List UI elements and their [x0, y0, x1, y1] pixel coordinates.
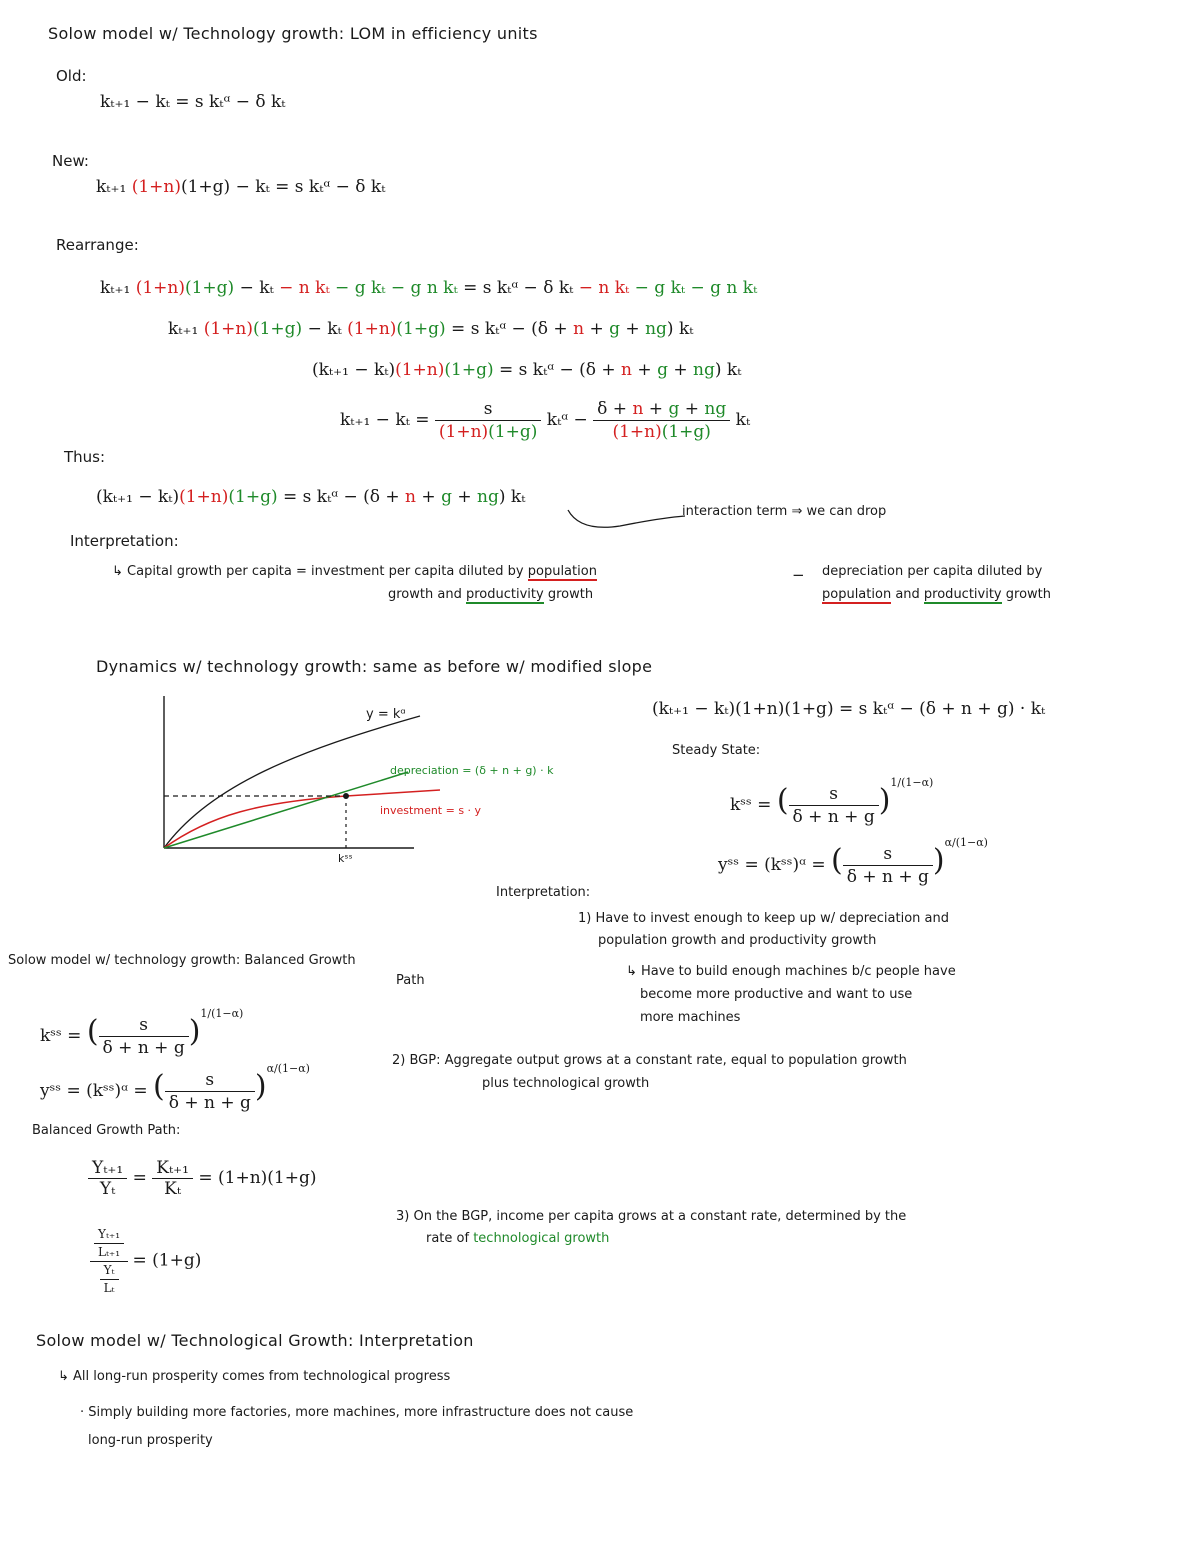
steady-state-label: Steady State:: [672, 743, 761, 758]
interpretation-line-2: growth and productivity growth: [388, 587, 594, 602]
investment-curve-label: investment = s · y: [380, 804, 482, 817]
fraction-depreciation-over-growth: $\frac{\delta + n + g + ng}{(1+n)(1+g)}$: [593, 398, 730, 443]
interp2-point-1: 1) Have to invest enough to keep up w/ depreciation and: [578, 911, 949, 926]
new-label: New:: [52, 152, 89, 170]
section1-title: Solow model w/ Technology growth: LOM in efficiency units: [48, 24, 538, 43]
section4-title: Solow model w/ Technological Growth: Interpretation: [36, 1331, 474, 1350]
kss-formula: kˢˢ = ( $\frac{s}{\delta + n + g}$ )$^{1/(1-\alpha)}$: [730, 776, 934, 827]
depreciation-line-label: depreciation = (δ + n + g) · k: [390, 764, 554, 777]
new-equation: kₜ₊₁ (1+n)(1+g) − kₜ = s kₜᵅ − δ kₜ: [96, 177, 386, 197]
fraction-s-over-growth: $\frac{s}{(1+n)(1+g)}$: [435, 398, 542, 443]
interp2-point-2: 2) BGP: Aggregate output grows at a constant rate, equal to population growth: [392, 1053, 907, 1068]
section2-title: Dynamics w/ technology growth: same as before w/ modified slope: [96, 657, 653, 676]
interp2-point-1c: ↳ Have to build enough machines b/c people have: [626, 964, 956, 979]
interpretation-line-3: depreciation per capita diluted by: [822, 564, 1043, 579]
interpretation-label: Interpretation:: [70, 532, 179, 550]
output-curve: [164, 716, 420, 848]
interp2-point-1b: population growth and productivity growth: [598, 933, 877, 948]
thus-equation: (kₜ₊₁ − kₜ)(1+n)(1+g) = s kₜᵅ − (δ + n + g + ng) kₜ: [96, 487, 526, 507]
thus-label: Thus:: [64, 448, 106, 466]
rearrange-row-4: kₜ₊₁ − kₜ = $\frac{s}{(1+n)(1+g)}$ kₜᵅ − $\frac{\delta + n + g + ng}{(1+n)(1+g)}$ kₜ: [340, 399, 751, 442]
interaction-note: interaction term ⇒ we can drop: [682, 504, 887, 519]
yss-formula: yˢˢ = (kˢˢ)ᵅ = ( $\frac{s}{\delta + n + g}$ )$^{\alpha/(1-\alpha)}$: [718, 836, 988, 887]
bgp-yss-formula: yˢˢ = (kˢˢ)ᵅ = ( $\frac{s}{\delta + n + g}$ )$^{\alpha/(1-\alpha)}$: [40, 1062, 310, 1113]
rearrange-row-3: (kₜ₊₁ − kₜ)(1+n)(1+g) = s kₜᵅ − (δ + n + g + ng) kₜ: [312, 360, 742, 380]
kss-tick-label: kˢˢ: [338, 852, 353, 865]
output-curve-label: y = kᵅ: [366, 707, 406, 722]
bgp-equation-1: $\frac{\text{Yₜ₊₁}}{\text{Yₜ}}$ = $\frac{\text{Kₜ₊₁}}{\text{Kₜ}}$ = (1+n)(1+g): [88, 1158, 317, 1199]
investment-curve: [164, 790, 440, 848]
rearrange-row-2: kₜ₊₁ (1+n)(1+g) − kₜ (1+n)(1+g) = s kₜᵅ − (δ + n + g + ng) kₜ: [168, 319, 694, 339]
bgp-equation-2: $\frac{\frac{\text{Yₜ₊₁}}{\text{Lₜ₊₁}}}{\frac{\text{Yₜ}}{\text{Lₜ}}}$ = (1+g): [90, 1226, 201, 1297]
bgp-label: Balanced Growth Path:: [32, 1123, 181, 1138]
dynamics-equation: (kₜ₊₁ − kₜ)(1+n)(1+g) = s kₜᵅ − (δ + n + g) · kₜ: [652, 699, 1046, 719]
steady-state-point: [343, 793, 349, 799]
solow-diagram: [150, 690, 620, 870]
interpretation2-label: Interpretation:: [496, 885, 591, 900]
interpretation-line-1: ↳ Capital growth per capita = investment per capita diluted by population: [112, 564, 597, 579]
interpretation-line-4: population and productivity growth: [822, 587, 1052, 602]
section4-line-1: ↳ All long-run prosperity comes from technological progress: [58, 1369, 451, 1384]
rearrange-label: Rearrange:: [56, 236, 139, 254]
bgp-kss-formula: kˢˢ = ( $\frac{s}{\delta + n + g}$ )$^{1/(1-\alpha)}$: [40, 1007, 244, 1058]
interp2-point-3: 3) On the BGP, income per capita grows at a constant rate, determined by the: [396, 1209, 907, 1224]
old-label: Old:: [56, 67, 87, 85]
interaction-arrow: [560, 504, 690, 534]
interp2-point-3b: rate of technological growth: [426, 1231, 610, 1246]
section4-line-2: · Simply building more factories, more machines, more infrastructure does not cause: [80, 1405, 634, 1420]
interp2-point-1d: become more productive and want to use: [640, 987, 913, 1002]
section3-title: Solow model w/ technology growth: Balanced Growth: [8, 953, 356, 968]
interp2-point-1e: more machines: [640, 1010, 741, 1025]
section3-title-2: Path: [396, 973, 425, 988]
rearrange-row-1: kₜ₊₁ (1+n)(1+g) − kₜ − n kₜ − g kₜ − g n kₜ = s kₜᵅ − δ kₜ − n kₜ − g kₜ − g n kₜ: [100, 278, 758, 298]
interpretation-minus: −: [792, 566, 805, 584]
section4-line-3: long-run prosperity: [88, 1433, 213, 1448]
interp2-point-2b: plus technological growth: [482, 1076, 650, 1091]
old-equation: kₜ₊₁ − kₜ = s kₜᵅ − δ kₜ: [100, 92, 286, 112]
